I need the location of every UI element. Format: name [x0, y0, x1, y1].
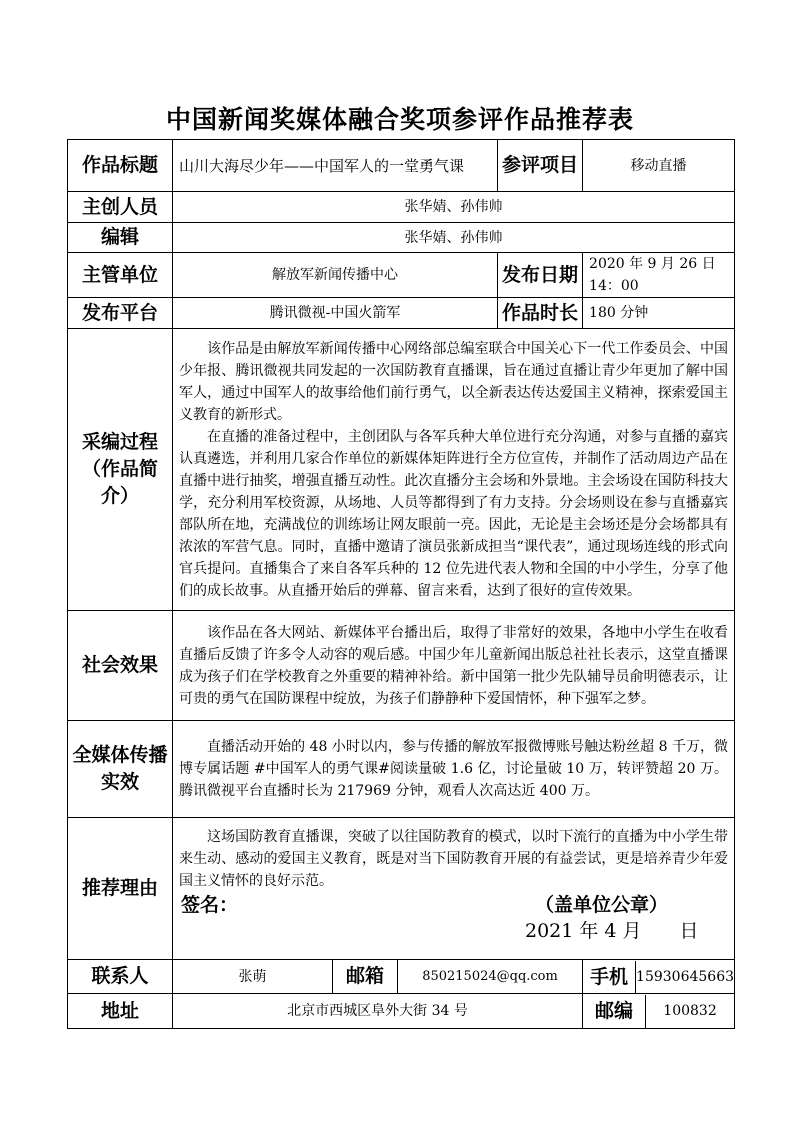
- row-reason: [68, 818, 735, 960]
- row-process: [68, 329, 735, 611]
- value-editors: 张华婧、孙伟帅: [173, 223, 735, 253]
- process-paragraph-1: 该作品是由解放军新闻传播中心网络部总编室联合中国关心下一代工作委员会、中国少年报、腾讯微视共同发起的一次国防教育直播课，旨在通过直播让青少年更加了解中国军人，通过中国军人的故事给他们前行勇气，以全新表达传达爱国主义精神，探索爱国主义教育的新形式。: [179, 340, 729, 423]
- phone-cell: [583, 960, 735, 994]
- signature-area: [179, 892, 728, 950]
- label-duration: 作品时长: [498, 298, 583, 329]
- row-work-title: [68, 140, 735, 192]
- value-media: [173, 721, 735, 818]
- signature-date: 2021 年 4 月 日: [525, 920, 699, 942]
- signature-label: 签名：: [181, 894, 239, 916]
- value-address: 北京市西城区阜外大街 34 号: [173, 994, 583, 1029]
- label-category: 参评项目: [498, 140, 583, 192]
- row-platform: [68, 298, 735, 329]
- value-creators: 张华婧、孙伟帅: [173, 192, 735, 223]
- media-paragraph: 直播活动开始的 48 小时以内，参与传播的解放军报微博账号触达粉丝超 8 千万，微博专属话题 #中国军人的勇气课#阅读量破 1.6 亿，讨论量破 10 万，转评赞超 20 万。腾讯微视平台直播时长为 217969 分钟，观看人次高达近 400 万。: [179, 739, 729, 799]
- label-process: 采编过程（作品简介）: [68, 329, 173, 611]
- label-zip: 邮编: [583, 995, 646, 1028]
- process-paragraph-2: 在直播的准备过程中，主创团队与各军兵种大单位进行充分沟通，对参与直播的嘉宾认真遴选，并利用几家合作单位的新媒体矩阵进行全方位宣传，并制作了活动周边产品在直播中进行抽奖，增强直播互动性。此次直播分主会场和外景地。主会场设在国防科技大学，充分利用军校资源，从场地、人员等都得到了有力支持。分会场则设在参与直播嘉宾部队所在地，充满战位的训练场让网友眼前一亮。因此，无论是主会场还是分会场都具有浓浓的军营气息。同时，直播中邀请了演员张新成担当“课代表”，通过现场连线的形式向官兵提问。直播集合了来自各军兵种的 12 位先进代表人物和全国的中小学生，分享了他们的成长故事。从直播开始后的弹幕、留言来看，达到了很好的宣传效果。: [179, 428, 729, 599]
- row-media: [68, 721, 735, 818]
- row-address: [68, 994, 735, 1029]
- label-reason: 推荐理由: [68, 818, 173, 960]
- page-title: 中国新闻奖媒体融合奖项参评作品推荐表: [165, 105, 634, 134]
- label-unit: 主管单位: [68, 253, 173, 298]
- value-email: 850215024@qq.com: [398, 960, 583, 994]
- value-zip: 100832: [663, 1003, 717, 1019]
- value-phone: 15930645663: [636, 968, 735, 985]
- seal-label: （盖单位公章）: [535, 894, 669, 916]
- value-unit: 解放军新闻传播中心: [173, 253, 498, 298]
- label-social: 社会效果: [68, 611, 173, 721]
- row-contact: [68, 960, 735, 994]
- label-publish-date: 发布日期: [498, 253, 583, 298]
- value-publish-date: 2020 年 9 月 26 日 14：00: [583, 253, 735, 298]
- label-work-title: 作品标题: [68, 140, 173, 192]
- label-media: 全媒体传播实效: [68, 721, 173, 818]
- label-creators: 主创人员: [68, 192, 173, 223]
- value-category: 移动直播: [583, 140, 735, 192]
- value-social: [173, 611, 735, 721]
- social-paragraph: 该作品在各大网站、新媒体平台播出后，取得了非常好的效果，各地中小学生在收看直播后反馈了许多令人动容的观后感。中国少年儿童新闻出版总社社长表示，这堂直播课成为孩子们在学校教育之外重要的精神补给。新中国第一批少先队辅导员俞明德表示，让可贵的勇气在国防课程中绽放，为孩子们静静种下爱国情怀，种下强军之梦。: [179, 624, 729, 707]
- row-unit: [68, 253, 735, 298]
- label-address: 地址: [68, 994, 173, 1029]
- reason-paragraph: 这场国防教育直播课，突破了以往国防教育的模式，以时下流行的直播为中小学生带来生动、感动的爱国主义教育，既是对当下国防教育开展的有益尝试，更是培养青少年爱国主义情怀的良好示范。: [179, 829, 729, 889]
- value-platform: 腾讯微视-中国火箭军: [173, 298, 498, 329]
- label-editors: 编辑: [68, 223, 173, 253]
- value-contact: 张萌: [173, 960, 333, 994]
- value-duration: 180 分钟: [583, 298, 735, 329]
- label-contact: 联系人: [68, 960, 173, 994]
- zip-cell: [583, 994, 735, 1029]
- label-phone: 手机: [583, 961, 636, 993]
- label-email: 邮箱: [333, 960, 398, 994]
- row-editors: [68, 223, 735, 253]
- value-work-title: 山川大海尽少年——中国军人的一堂勇气课: [173, 140, 498, 192]
- value-reason: [173, 818, 735, 960]
- row-social: [68, 611, 735, 721]
- label-platform: 发布平台: [68, 298, 173, 329]
- row-creators: [68, 192, 735, 223]
- recommendation-form: [67, 139, 735, 1029]
- value-process: [173, 329, 735, 611]
